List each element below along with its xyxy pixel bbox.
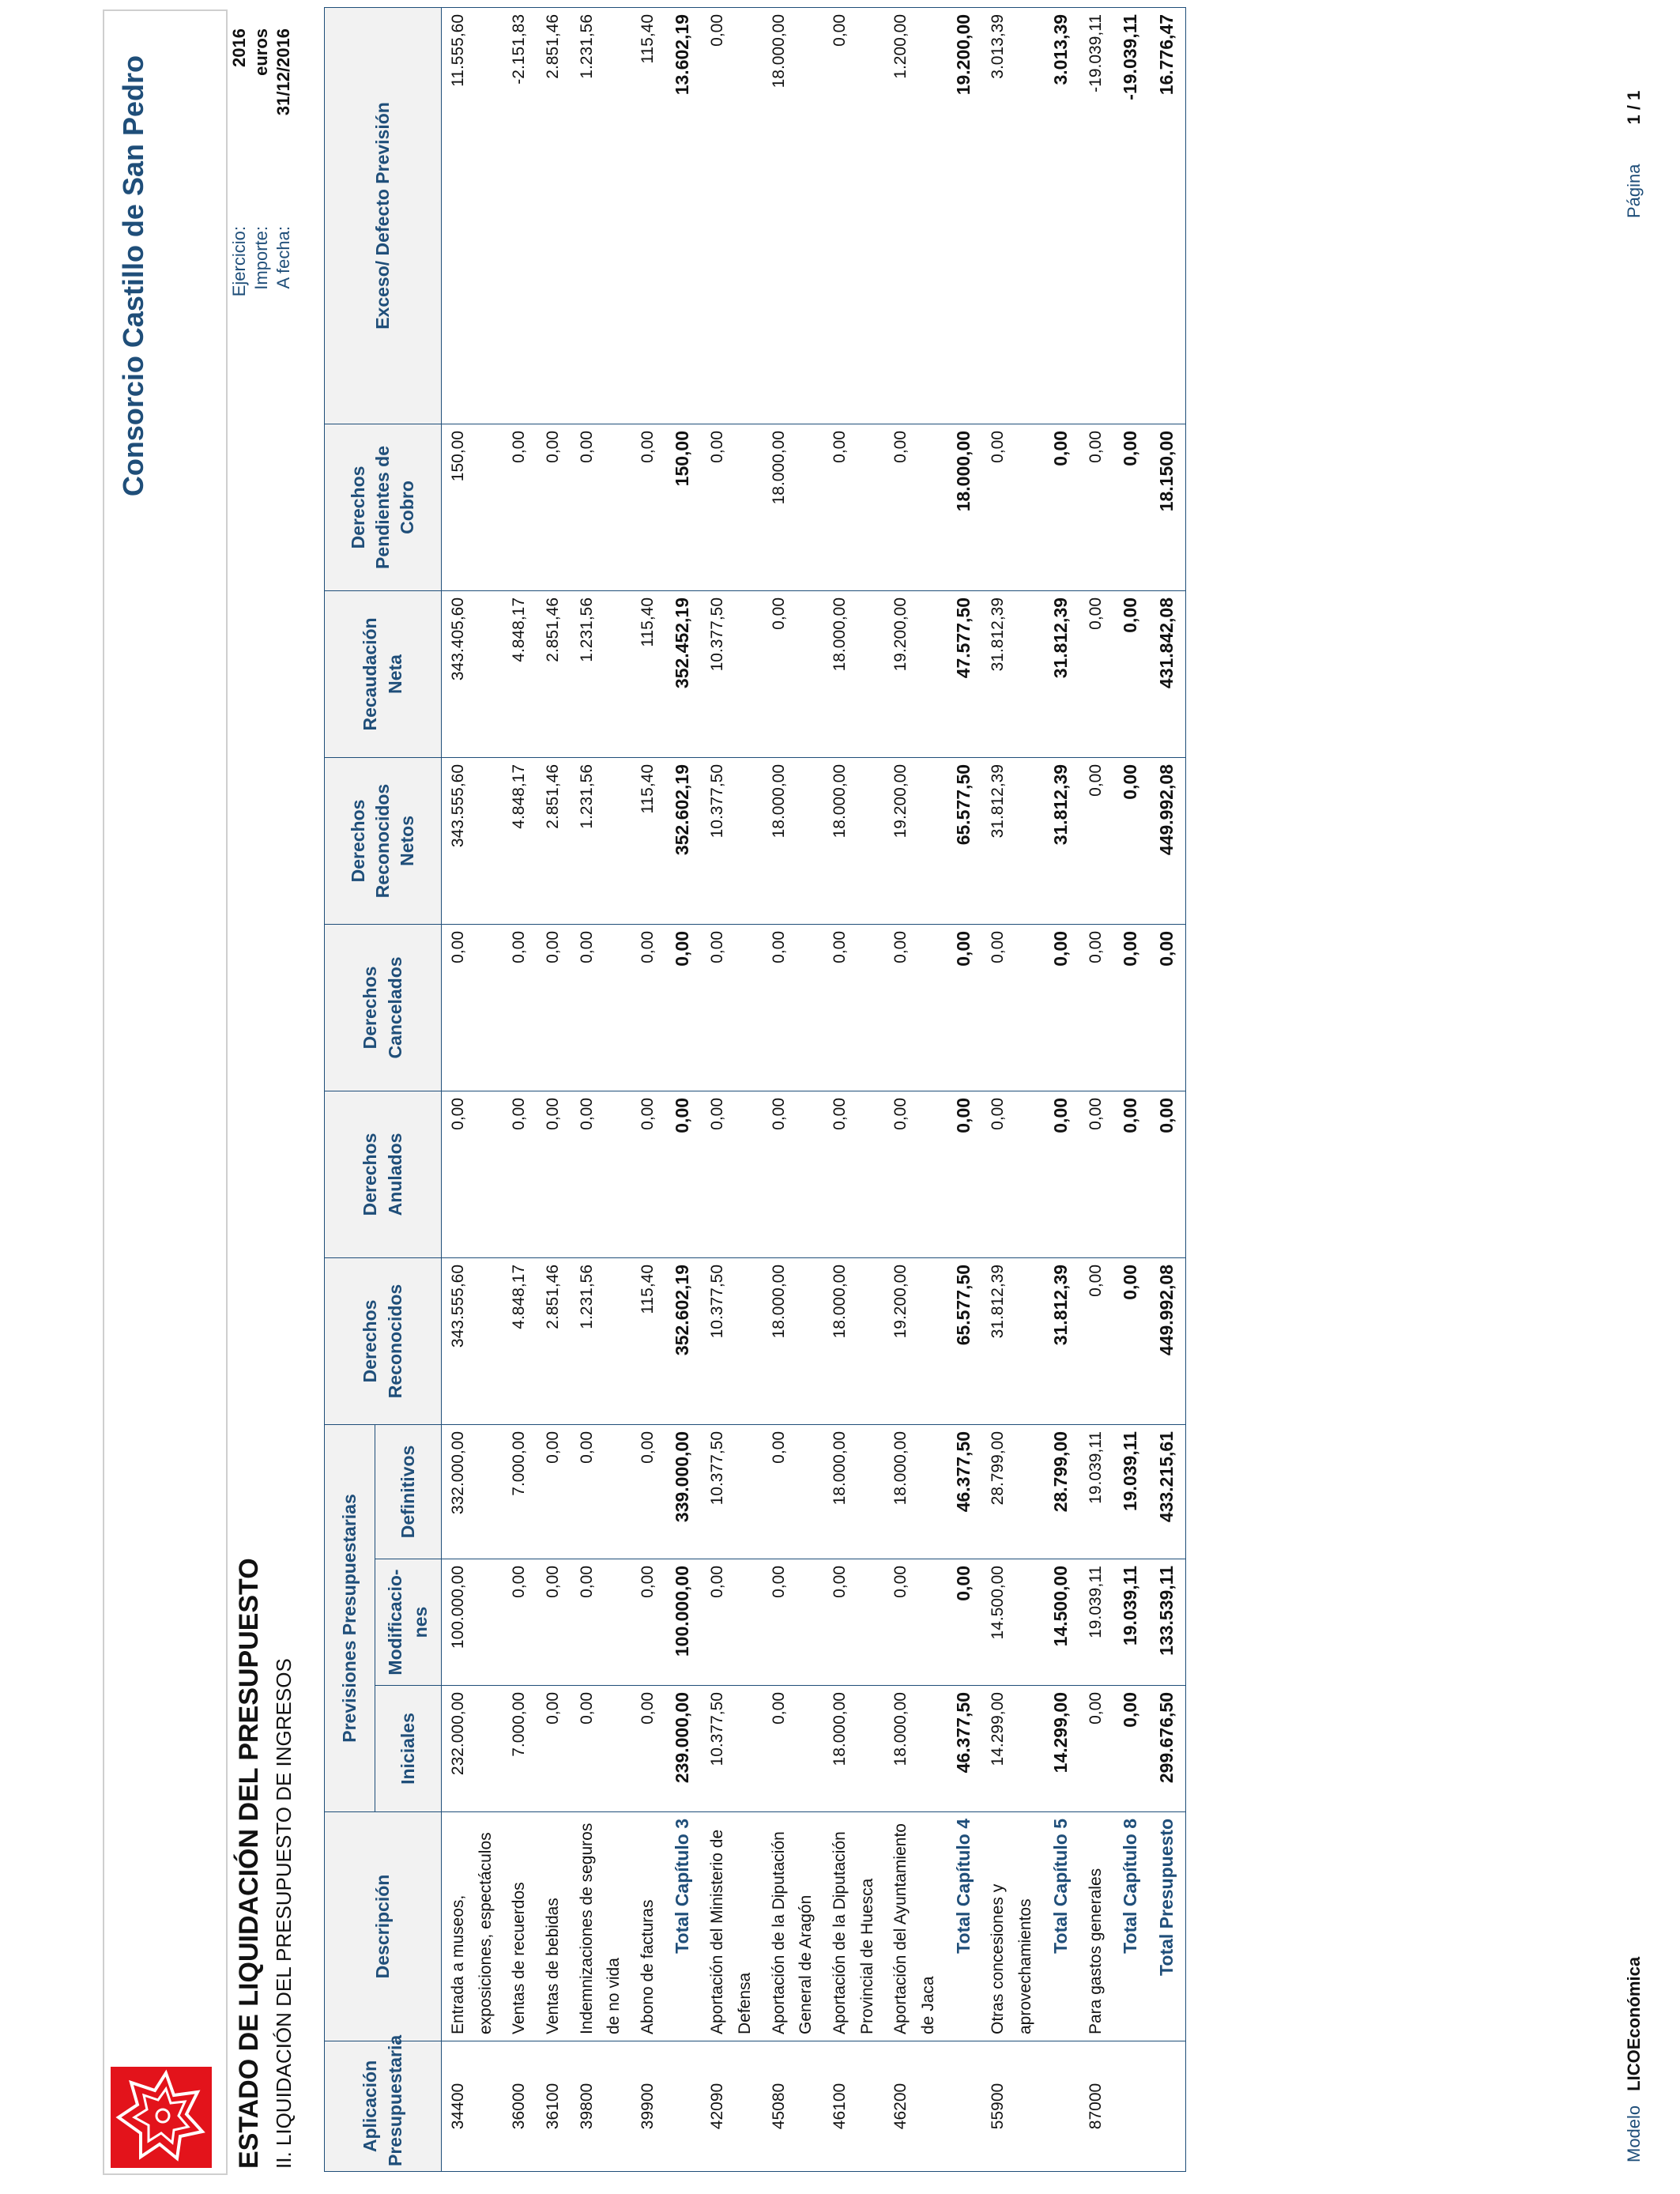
amount-cell: -2.151,83 [503, 7, 537, 424]
code-cell: 39900 [631, 2041, 665, 2172]
table-row [631, 7, 665, 2171]
amount-cell: 352.452,19 [665, 590, 701, 757]
amount-cell: 2.851,46 [537, 7, 571, 424]
code-cell: 39800 [571, 2041, 631, 2172]
amount-cell: 10.377,50 [701, 1424, 762, 1559]
amount-cell: 343.405,60 [442, 590, 503, 757]
amount-cell: 0,00 [537, 1091, 571, 1257]
amount-cell: 1.231,56 [571, 757, 631, 924]
meta-value-importe: euros [251, 28, 271, 76]
amount-cell: 31.812,39 [981, 1257, 1042, 1424]
amount-cell: 18.150,00 [1149, 424, 1185, 590]
amount-cell: 10.377,50 [701, 590, 762, 757]
amount-cell: 0,00 [442, 1091, 503, 1257]
amount-cell: 0,00 [763, 924, 823, 1091]
amount-cell: 10.377,50 [701, 1686, 762, 1812]
amount-cell: 0,00 [946, 1559, 982, 1686]
col-header-definitivos: Definitivos [375, 1424, 442, 1559]
total-label-cell [946, 1812, 982, 2041]
amount-cell: 0,00 [631, 1686, 665, 1812]
amount-cell: 0,00 [1079, 1091, 1113, 1257]
castle-logo-icon [111, 2067, 212, 2168]
amount-cell: 2.851,46 [537, 590, 571, 757]
chapter-number: 5 [1049, 1819, 1071, 1829]
amount-cell: 4.848,17 [503, 590, 537, 757]
code-cell: 42090 [701, 2041, 762, 2172]
amount-cell: 239.000,00 [665, 1686, 701, 1812]
amount-cell: 0,00 [884, 1091, 945, 1257]
amount-cell: 19.200,00 [884, 757, 945, 924]
amount-cell: 0,00 [763, 1559, 823, 1686]
meta-label-ejercicio: Ejercicio: [229, 226, 249, 297]
amount-cell: 0,00 [884, 1559, 945, 1686]
code-cell: 34400 [442, 2041, 503, 2172]
amount-cell: 0,00 [823, 1091, 884, 1257]
amount-cell: 0,00 [1079, 924, 1113, 1091]
chapter-total-row [665, 7, 701, 2171]
amount-cell: 14.299,00 [981, 1686, 1042, 1812]
amount-cell: 65.577,50 [946, 757, 982, 924]
amount-cell: 352.602,19 [665, 757, 701, 924]
amount-cell: 0,00 [1043, 1091, 1079, 1257]
amount-cell: 431.842,08 [1149, 590, 1185, 757]
amount-cell: 31.812,39 [981, 590, 1042, 757]
amount-cell: 0,00 [571, 1424, 631, 1559]
page-title: ESTADO DE LIQUIDACIÓN DEL PRESUPUESTO [234, 1558, 264, 2169]
amount-cell: 19.039,11 [1113, 1559, 1149, 1686]
description-cell: Aportación de la Diputación Provincial de Huesca [823, 1812, 884, 2041]
amount-cell: 28.799,00 [1043, 1424, 1079, 1559]
code-cell [1149, 2041, 1185, 2172]
amount-cell: -19.039,11 [1113, 7, 1149, 424]
amount-cell: 0,00 [763, 1424, 823, 1559]
amount-cell: 31.812,39 [1043, 590, 1079, 757]
amount-cell: 0,00 [981, 924, 1042, 1091]
amount-cell: 31.812,39 [1043, 757, 1079, 924]
col-header-anulados: Derechos Anulados [325, 1091, 442, 1257]
page-subtitle: II. LIQUIDACIÓN DEL PRESUPUESTO DE INGRESOS [272, 1658, 296, 2169]
total-label: Total Capítulo [1120, 1834, 1141, 1954]
amount-cell: 18.000,00 [763, 7, 823, 424]
amount-cell: 18.000,00 [763, 1257, 823, 1424]
amount-cell: 0,00 [537, 424, 571, 590]
amount-cell: 332.000,00 [442, 1424, 503, 1559]
amount-cell: 115,40 [631, 7, 665, 424]
amount-cell: 0,00 [1079, 1257, 1113, 1424]
table-row [884, 7, 945, 2171]
total-label: Total Presupuesto [1156, 1819, 1177, 1976]
amount-cell: 0,00 [1113, 1091, 1149, 1257]
table-body [442, 7, 1186, 2171]
col-header-cancelados: Derechos Cancelados [325, 924, 442, 1091]
footer-model-value: LICOEconómica [1624, 1956, 1644, 2091]
amount-cell: 352.602,19 [665, 1257, 701, 1424]
col-header-previsiones: Previsiones Presupuestarias [325, 1424, 375, 1811]
amount-cell: 0,00 [823, 924, 884, 1091]
amount-cell: 46.377,50 [946, 1686, 982, 1812]
total-label: Total Capítulo [1049, 1834, 1071, 1954]
amount-cell: 339.000,00 [665, 1424, 701, 1559]
amount-cell: 0,00 [823, 1559, 884, 1686]
description-cell: Abono de facturas [631, 1812, 665, 2041]
amount-cell: 18.000,00 [823, 590, 884, 757]
chapter-total-row [946, 7, 982, 2171]
amount-cell: 0,00 [631, 424, 665, 590]
amount-cell: 10.377,50 [701, 757, 762, 924]
amount-cell: 0,00 [763, 590, 823, 757]
amount-cell: 150,00 [442, 424, 503, 590]
amount-cell: 18.000,00 [823, 1686, 884, 1812]
amount-cell: 18.000,00 [884, 1424, 945, 1559]
chapter-total-row [1113, 7, 1149, 2171]
amount-cell: 0,00 [665, 924, 701, 1091]
amount-cell: 0,00 [701, 7, 762, 424]
amount-cell: 0,00 [631, 924, 665, 1091]
amount-cell: 0,00 [1079, 757, 1113, 924]
amount-cell: 343.555,60 [442, 1257, 503, 1424]
code-cell: 36100 [537, 2041, 571, 2172]
amount-cell: 7.000,00 [503, 1424, 537, 1559]
col-header-exceso: Exceso/ Defecto Previsión [325, 7, 442, 424]
amount-cell: 0,00 [946, 924, 982, 1091]
code-cell: 55900 [981, 2041, 1042, 2172]
amount-cell: 31.812,39 [981, 757, 1042, 924]
chapter-number: 4 [952, 1819, 974, 1829]
amount-cell: 0,00 [884, 424, 945, 590]
amount-cell: -19.039,11 [1079, 7, 1113, 424]
amount-cell: 0,00 [571, 1686, 631, 1812]
amount-cell: 0,00 [946, 1091, 982, 1257]
amount-cell: 1.200,00 [884, 7, 945, 424]
amount-cell: 47.577,50 [946, 590, 982, 757]
amount-cell: 13.602,19 [665, 7, 701, 424]
description-cell: Aportación de la Diputación General de Aragón [763, 1812, 823, 2041]
amount-cell: 19.200,00 [884, 590, 945, 757]
amount-cell: 0,00 [884, 924, 945, 1091]
table-row [763, 7, 823, 2171]
amount-cell: 1.231,56 [571, 1257, 631, 1424]
description-cell: Aportación del Ayuntamiento de Jaca [884, 1812, 945, 2041]
amount-cell: 0,00 [503, 1559, 537, 1686]
amount-cell: 115,40 [631, 757, 665, 924]
amount-cell: 0,00 [701, 1091, 762, 1257]
amount-cell: 0,00 [1113, 924, 1149, 1091]
meta-value-ejercicio: 2016 [229, 28, 249, 67]
liquidation-table [324, 7, 1186, 2172]
col-header-iniciales: Iniciales [375, 1686, 442, 1812]
table-row [701, 7, 762, 2171]
code-cell [946, 2041, 982, 2172]
footer-model-label: Modelo [1624, 2105, 1644, 2162]
chapter-number: 8 [1120, 1819, 1141, 1829]
footer-model [1624, 1957, 1644, 2162]
amount-cell: 0,00 [701, 1559, 762, 1686]
meta-value-fecha: 31/12/2016 [273, 28, 293, 116]
amount-cell: 2.851,46 [537, 1257, 571, 1424]
amount-cell: 14.500,00 [981, 1559, 1042, 1686]
amount-cell: 19.200,00 [946, 7, 982, 424]
code-cell: 87000 [1079, 2041, 1113, 2172]
amount-cell: 7.000,00 [503, 1686, 537, 1812]
grand-total-row [1149, 7, 1185, 2171]
amount-cell: 0,00 [503, 424, 537, 590]
amount-cell: 11.555,60 [442, 7, 503, 424]
amount-cell: 0,00 [1043, 924, 1079, 1091]
amount-cell: 0,00 [1079, 424, 1113, 590]
amount-cell: 0,00 [665, 1091, 701, 1257]
col-header-pendientes: Derechos Pendientes de Cobro [325, 424, 442, 590]
amount-cell: 18.000,00 [823, 757, 884, 924]
amount-cell: 0,00 [981, 1091, 1042, 1257]
amount-cell: 0,00 [1079, 590, 1113, 757]
amount-cell: 0,00 [1113, 424, 1149, 590]
amount-cell: 3.013,39 [1043, 7, 1079, 424]
amount-cell: 449.992,08 [1149, 757, 1185, 924]
amount-cell: 0,00 [631, 1424, 665, 1559]
table-row [981, 7, 1042, 2171]
amount-cell: 18.000,00 [884, 1686, 945, 1812]
amount-cell: 0,00 [823, 7, 884, 424]
amount-cell: 0,00 [1149, 1091, 1185, 1257]
description-cell: Ventas de recuerdos [503, 1812, 537, 2041]
col-header-modificaciones: Modificacio-nes [375, 1559, 442, 1686]
amount-cell: 0,00 [1079, 1686, 1113, 1812]
col-header-recaudacion: Recaudación Neta [325, 590, 442, 757]
amount-cell: 19.200,00 [884, 1257, 945, 1424]
meta-label-importe: Importe: [251, 226, 271, 290]
footer-page-label: Página [1624, 164, 1644, 218]
col-header-descripcion: Descripción [325, 1812, 442, 2041]
amount-cell: 18.000,00 [763, 424, 823, 590]
code-cell: 45080 [763, 2041, 823, 2172]
amount-cell: 0,00 [571, 424, 631, 590]
total-label-cell [1113, 1812, 1149, 2041]
footer-page [1624, 91, 1644, 218]
amount-cell: 16.776,47 [1149, 7, 1185, 424]
table-row [571, 7, 631, 2171]
amount-cell: 0,00 [1113, 590, 1149, 757]
code-cell [665, 2041, 701, 2172]
description-cell: Entrada a museos, exposiciones, espectáculos [442, 1812, 503, 2041]
amount-cell: 0,00 [1113, 757, 1149, 924]
description-cell: Aportación del Ministerio de Defensa [701, 1812, 762, 2041]
amount-cell: 343.555,60 [442, 757, 503, 924]
total-label-cell [665, 1812, 701, 2041]
amount-cell: 0,00 [442, 924, 503, 1091]
amount-cell: 0,00 [537, 1559, 571, 1686]
amount-cell: 2.851,46 [537, 757, 571, 924]
col-header-aplicacion: Aplicación Presupuestaria [325, 2041, 442, 2172]
amount-cell: 133.539,11 [1149, 1559, 1185, 1686]
code-cell: 36000 [503, 2041, 537, 2172]
amount-cell: 14.299,00 [1043, 1686, 1079, 1812]
amount-cell: 18.000,00 [823, 1424, 884, 1559]
amount-cell: 0,00 [1113, 1257, 1149, 1424]
amount-cell: 433.215,61 [1149, 1424, 1185, 1559]
amount-cell: 232.000,00 [442, 1686, 503, 1812]
amount-cell: 19.039,11 [1113, 1424, 1149, 1559]
code-cell [1113, 2041, 1149, 2172]
total-label: Total Capítulo [952, 1834, 974, 1954]
table-row [537, 7, 571, 2171]
amount-cell: 0,00 [537, 1686, 571, 1812]
amount-cell: 0,00 [981, 424, 1042, 590]
amount-cell: 0,00 [823, 424, 884, 590]
company-name: Consorcio Castillo de San Pedro [117, 55, 149, 497]
amount-cell: 0,00 [701, 924, 762, 1091]
amount-cell: 0,00 [1043, 424, 1079, 590]
amount-cell: 0,00 [1113, 1686, 1149, 1812]
table-row [823, 7, 884, 2171]
footer-page-value: 1 / 1 [1624, 90, 1644, 125]
amount-cell: 100.000,00 [665, 1559, 701, 1686]
table-row [503, 7, 537, 2171]
amount-cell: 19.039,11 [1079, 1559, 1113, 1686]
amount-cell: 0,00 [571, 924, 631, 1091]
amount-cell: 46.377,50 [946, 1424, 982, 1559]
amount-cell: 14.500,00 [1043, 1559, 1079, 1686]
meta-label-fecha: A fecha: [273, 226, 293, 289]
description-cell: Para gastos generales [1079, 1812, 1113, 2041]
code-cell: 46200 [884, 2041, 945, 2172]
amount-cell: 19.039,11 [1079, 1424, 1113, 1559]
amount-cell: 0,00 [571, 1091, 631, 1257]
col-header-reconocidos: Derechos Reconocidos [325, 1257, 442, 1424]
col-header-netos: Derechos Reconocidos Netos [325, 757, 442, 924]
amount-cell: 150,00 [665, 424, 701, 590]
amount-cell: 0,00 [537, 1424, 571, 1559]
description-cell: Indemnizaciones de seguros de no vida [571, 1812, 631, 2041]
amount-cell: 31.812,39 [1043, 1257, 1079, 1424]
amount-cell: 449.992,08 [1149, 1257, 1185, 1424]
amount-cell: 28.799,00 [981, 1424, 1042, 1559]
amount-cell: 0,00 [571, 1559, 631, 1686]
amount-cell: 0,00 [503, 924, 537, 1091]
amount-cell: 0,00 [763, 1686, 823, 1812]
amount-cell: 1.231,56 [571, 7, 631, 424]
amount-cell: 3.013,39 [981, 7, 1042, 424]
total-label: Total Capítulo [672, 1834, 693, 1954]
amount-cell: 115,40 [631, 590, 665, 757]
chapter-number: 3 [672, 1819, 693, 1829]
amount-cell: 10.377,50 [701, 1257, 762, 1424]
amount-cell: 4.848,17 [503, 757, 537, 924]
code-cell [1043, 2041, 1079, 2172]
amount-cell: 299.676,50 [1149, 1686, 1185, 1812]
amount-cell: 100.000,00 [442, 1559, 503, 1686]
amount-cell: 4.848,17 [503, 1257, 537, 1424]
amount-cell: 0,00 [537, 924, 571, 1091]
amount-cell: 1.231,56 [571, 590, 631, 757]
amount-cell: 115,40 [631, 1257, 665, 1424]
amount-cell: 18.000,00 [763, 757, 823, 924]
amount-cell: 0,00 [631, 1559, 665, 1686]
description-cell: Otras concesiones y aprovechamientos [981, 1812, 1042, 2041]
amount-cell: 65.577,50 [946, 1257, 982, 1424]
amount-cell: 18.000,00 [823, 1257, 884, 1424]
amount-cell: 0,00 [1149, 924, 1185, 1091]
total-label-cell [1043, 1812, 1079, 2041]
total-label-cell [1149, 1812, 1185, 2041]
table-row [442, 7, 503, 2171]
table-row [1079, 7, 1113, 2171]
amount-cell: 0,00 [503, 1091, 537, 1257]
amount-cell: 0,00 [763, 1091, 823, 1257]
amount-cell: 0,00 [631, 1091, 665, 1257]
amount-cell: 18.000,00 [946, 424, 982, 590]
chapter-total-row [1043, 7, 1079, 2171]
code-cell: 46100 [823, 2041, 884, 2172]
description-cell: Ventas de bebidas [537, 1812, 571, 2041]
amount-cell: 0,00 [701, 424, 762, 590]
